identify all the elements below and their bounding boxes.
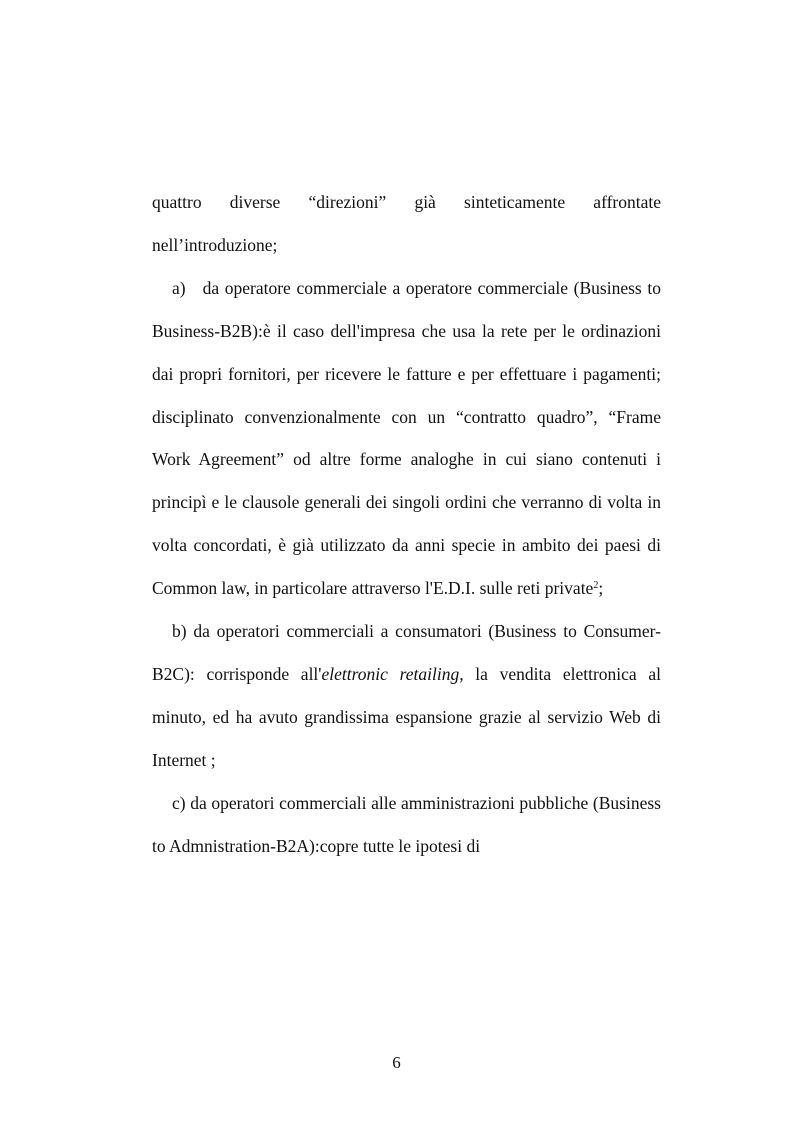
page-number: 6 (392, 1053, 401, 1072)
page-body (152, 181, 661, 868)
paragraph-item-b (152, 610, 661, 782)
paragraph-continuation (152, 181, 661, 267)
paragraph-text-end: ; (598, 578, 604, 599)
paragraph-text: quattro diverse “direzioni” già sinteticamente affrontate nell’introduzione; (152, 192, 661, 255)
paragraph-item-c (152, 782, 661, 868)
footnote-reference[interactable]: 2 (593, 580, 599, 592)
paragraph-item-a (152, 267, 661, 610)
paragraph-text: a) da operatore commerciale a operatore commerciale (Business to Business-B2B):è il caso dell'impresa che usa la rete per le ordinazioni dai propri fornitori, per ricevere le fatture e per effettuare i pagamenti; disciplinato convenzionalmente con un “contratto quadro”, “Frame Work Agreement” od altre forme analoghe in cui siano contenuti i principì e le clausole generali dei singoli ordini che verranno di volta in volta concordati, è già utilizzato da anni specie in ambito dei paesi di Common law, in particolare attraverso l'E.D.I. sulle reti private (152, 277, 661, 599)
paragraph-text: b) da operatori commerciali a consumatori (Business to Consumer-B2C): corrisponde all' (152, 621, 661, 684)
paragraph-text-end: la vendita elettronica al minuto, ed ha avuto grandissima espansione grazie al servizio Web di Internet ; (152, 663, 661, 770)
italic-term: elettronic retailing, (321, 663, 464, 684)
paragraph-text: c) da operatori commerciali alle amministrazioni pubbliche (Business to Admnistration-B2A):copre tutte le ipotesi di (152, 792, 661, 856)
